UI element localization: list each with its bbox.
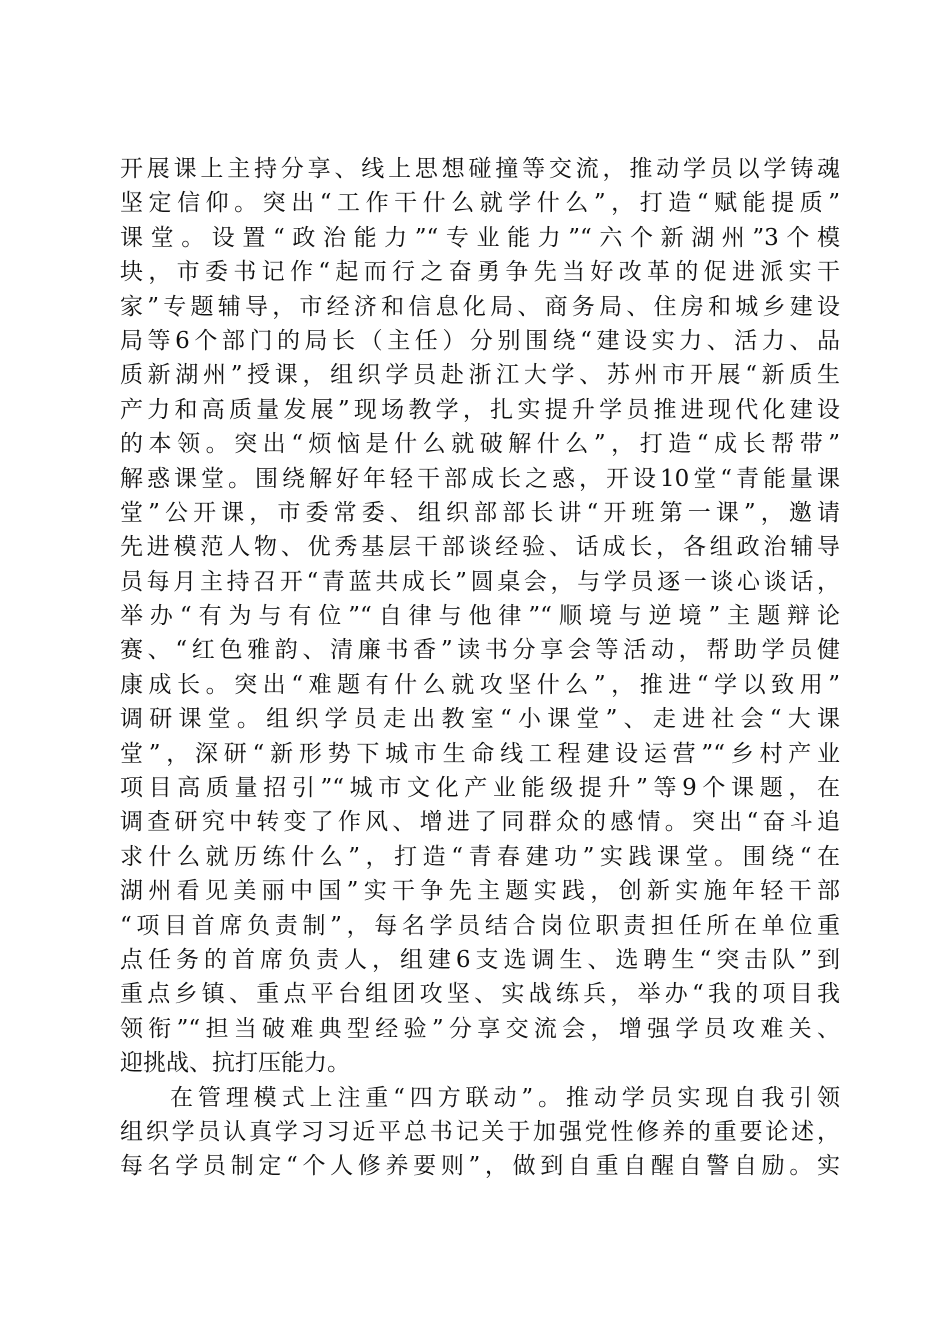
paragraph-heading-line: 在管理模式上注重“四方联动”。推动学员实现自我引领 — [170, 1084, 840, 1111]
text-line: 组织学员认真学习习近平总书记关于加强党性修养的重要论述， — [120, 1118, 840, 1145]
text-line: 开展课上主持分享、线上思想碰撞等交流，推动学员以学铸魂 — [120, 156, 840, 182]
text-line: 解惑课堂。围绕解好年轻干部成长之惑，开设10堂“青能量课 — [120, 465, 840, 492]
text-line: 的本领。突出“烦恼是什么就破解什么”，打造“成长帮带” — [120, 431, 840, 458]
text-line: 堂”公开课，市委常委、组织部部长讲“开班第一课”，邀请 — [120, 499, 840, 526]
text-line: 赛、“红色雅韵、清廉书香”读书分享会等活动，帮助学员健 — [120, 637, 840, 664]
text-line: 质新湖州”授课，组织学员赴浙江大学、苏州市开展“新质生 — [120, 362, 840, 389]
text-line: 领衔”“担当破难典型经验”分享交流会，增强学员攻难关、 — [120, 1015, 840, 1042]
text-line: 迎挑战、抗打压能力。 — [120, 1050, 350, 1077]
text-line: 产力和高质量发展”现场教学，扎实提升学员推进现代化建设 — [120, 396, 840, 423]
text-line: 调研课堂。组织学员走出教室“小课堂”、走进社会“大课 — [120, 706, 840, 733]
text-line: 堂”，深研“新形势下城市生命线工程建设运营”“乡村产业 — [120, 740, 840, 767]
text-line: 坚定信仰。突出“工作干什么就学什么”，打造“赋能提质” — [120, 190, 840, 217]
text-line: 项目高质量招引”“城市文化产业能级提升”等9个课题，在 — [120, 775, 840, 802]
text-line: 局等6个部门的局长（主任）分别围绕“建设实力、活力、品 — [120, 327, 840, 354]
text-line: 重点乡镇、重点平台组团攻坚、实战练兵，举办“我的项目我 — [120, 981, 840, 1008]
text-line: 员每月主持召开“青蓝共成长”圆桌会，与学员逐一谈心谈话， — [120, 568, 840, 595]
text-line: 举办“有为与有位”“自律与他律”“顺境与逆境”主题辩论 — [120, 603, 840, 630]
text-line: 点任务的首席负责人，组建6支选调生、选聘生“突击队”到 — [120, 946, 840, 973]
text-line: 家”专题辅导，市经济和信息化局、商务局、住房和城乡建设 — [120, 293, 840, 320]
text-line: 康成长。突出“难题有什么就攻坚什么”，推进“学以致用” — [120, 671, 840, 698]
text-line: 每名学员制定“个人修养要则”，做到自重自醒自警自励。实 — [120, 1153, 840, 1180]
document-body — [120, 152, 840, 1184]
text-line: 调查研究中转变了作风、增进了同群众的感情。突出“奋斗追 — [120, 809, 840, 836]
text-line: “项目首席负责制”，每名学员结合岗位职责担任所在单位重 — [120, 912, 840, 939]
text-line: 求什么就历练什么”，打造“青春建功”实践课堂。围绕“在 — [120, 843, 840, 870]
text-line: 块，市委书记作“起而行之奋勇争先当好改革的促进派实干 — [120, 259, 840, 286]
text-line: 湖州看见美丽中国”实干争先主题实践，创新实施年轻干部 — [120, 878, 840, 905]
text-line: 课堂。设置“政治能力”“专业能力”“六个新湖州”3个模 — [120, 224, 840, 251]
text-line: 先进模范人物、优秀基层干部谈经验、话成长，各组政治辅导 — [120, 534, 840, 561]
